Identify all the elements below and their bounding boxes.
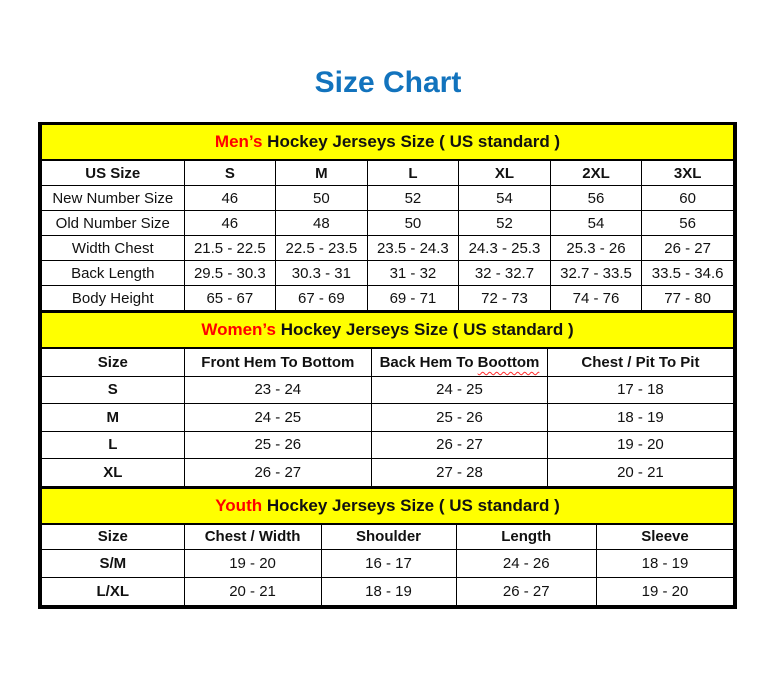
womens-value-cell: 26 - 27 <box>372 431 548 459</box>
misspelled-word: Boottom <box>477 353 540 371</box>
mens-title-accent: Men’s <box>214 132 263 151</box>
womens-data-row <box>42 404 734 432</box>
youth-section-band <box>42 488 734 524</box>
youth-row-label: S/M <box>42 549 185 577</box>
womens-row-label: S <box>42 376 185 404</box>
mens-data-row <box>42 211 734 236</box>
womens-data-row <box>42 459 734 487</box>
womens-column-header: Back Hem To Boottom <box>372 348 548 376</box>
youth-column-header: Size <box>42 524 185 550</box>
mens-value-cell: 56 <box>642 211 734 236</box>
mens-column-header: 3XL <box>642 160 734 186</box>
mens-column-header: 2XL <box>550 160 642 186</box>
youth-column-header: Length <box>456 524 596 550</box>
mens-value-cell: 52 <box>459 211 551 236</box>
mens-row-label: New Number Size <box>42 186 185 211</box>
mens-value-cell: 22.5 - 23.5 <box>276 236 368 261</box>
mens-size-table <box>41 125 734 311</box>
mens-value-cell: 46 <box>184 186 276 211</box>
womens-value-cell: 25 - 26 <box>184 431 372 459</box>
mens-title-rest: Hockey Jerseys Size ( US standard ) <box>262 132 561 151</box>
womens-column-header: Front Hem To Bottom <box>184 348 372 376</box>
mens-row-label: Old Number Size <box>42 211 185 236</box>
mens-value-cell: 60 <box>642 186 734 211</box>
mens-value-cell: 24.3 - 25.3 <box>459 236 551 261</box>
mens-value-cell: 31 - 32 <box>367 261 459 286</box>
mens-header-row <box>42 160 734 186</box>
youth-column-header: Chest / Width <box>184 524 321 550</box>
mens-data-row <box>42 286 734 311</box>
mens-value-cell: 72 - 73 <box>459 286 551 311</box>
mens-data-row <box>42 261 734 286</box>
womens-value-cell: 17 - 18 <box>547 376 733 404</box>
womens-column-header: Chest / Pit To Pit <box>547 348 733 376</box>
mens-value-cell: 56 <box>550 186 642 211</box>
youth-value-cell: 26 - 27 <box>456 577 596 605</box>
womens-value-cell: 27 - 28 <box>372 459 548 487</box>
mens-section-band <box>42 125 734 160</box>
mens-value-cell: 26 - 27 <box>642 236 734 261</box>
youth-value-cell: 20 - 21 <box>184 577 321 605</box>
womens-row-label: M <box>42 404 185 432</box>
mens-value-cell: 54 <box>550 211 642 236</box>
mens-value-cell: 48 <box>276 211 368 236</box>
page-title: Size Chart <box>314 66 462 99</box>
womens-title-rest: Hockey Jerseys Size ( US standard ) <box>275 320 574 339</box>
womens-value-cell: 24 - 25 <box>184 404 372 432</box>
youth-value-cell: 18 - 19 <box>321 577 456 605</box>
youth-value-cell: 18 - 19 <box>596 549 733 577</box>
mens-value-cell: 65 - 67 <box>184 286 276 311</box>
mens-value-cell: 54 <box>459 186 551 211</box>
womens-value-cell: 18 - 19 <box>547 404 733 432</box>
mens-value-cell: 29.5 - 30.3 <box>184 261 276 286</box>
mens-value-cell: 50 <box>367 211 459 236</box>
mens-value-cell: 25.3 - 26 <box>550 236 642 261</box>
mens-column-header: S <box>184 160 276 186</box>
youth-row-label: L/XL <box>42 577 185 605</box>
youth-value-cell: 24 - 26 <box>456 549 596 577</box>
mens-row-label: Width Chest <box>42 236 185 261</box>
womens-value-cell: 24 - 25 <box>372 376 548 404</box>
womens-column-header: Size <box>42 348 185 376</box>
mens-column-header: M <box>276 160 368 186</box>
womens-value-cell: 20 - 21 <box>547 459 733 487</box>
mens-value-cell: 74 - 76 <box>550 286 642 311</box>
mens-value-cell: 33.5 - 34.6 <box>642 261 734 286</box>
mens-value-cell: 52 <box>367 186 459 211</box>
mens-row-label: Body Height <box>42 286 185 311</box>
mens-section-title <box>42 125 734 160</box>
mens-value-cell: 69 - 71 <box>367 286 459 311</box>
youth-column-header: Shoulder <box>321 524 456 550</box>
mens-value-cell: 30.3 - 31 <box>276 261 368 286</box>
mens-value-cell: 46 <box>184 211 276 236</box>
womens-value-cell: 19 - 20 <box>547 431 733 459</box>
womens-value-cell: 26 - 27 <box>184 459 372 487</box>
youth-data-row <box>42 577 734 605</box>
womens-data-row <box>42 376 734 404</box>
mens-value-cell: 67 - 69 <box>276 286 368 311</box>
womens-size-table <box>41 311 734 487</box>
mens-value-cell: 23.5 - 24.3 <box>367 236 459 261</box>
womens-value-cell: 25 - 26 <box>372 404 548 432</box>
mens-data-row <box>42 186 734 211</box>
youth-data-row <box>42 549 734 577</box>
womens-section-title <box>42 312 734 348</box>
youth-column-header: Sleeve <box>596 524 733 550</box>
mens-value-cell: 21.5 - 22.5 <box>184 236 276 261</box>
womens-section-band <box>42 312 734 348</box>
youth-header-row <box>42 524 734 550</box>
youth-size-table <box>41 487 734 606</box>
womens-header-row <box>42 348 734 376</box>
youth-value-cell: 16 - 17 <box>321 549 456 577</box>
womens-row-label: L <box>42 431 185 459</box>
mens-row-label: Back Length <box>42 261 185 286</box>
youth-value-cell: 19 - 20 <box>596 577 733 605</box>
mens-column-header: US Size <box>42 160 185 186</box>
mens-value-cell: 32.7 - 33.5 <box>550 261 642 286</box>
mens-column-header: L <box>367 160 459 186</box>
mens-value-cell: 50 <box>276 186 368 211</box>
mens-data-row <box>42 236 734 261</box>
womens-row-label: XL <box>42 459 185 487</box>
youth-title-rest: Hockey Jerseys Size ( US standard ) <box>262 495 560 515</box>
mens-value-cell: 77 - 80 <box>642 286 734 311</box>
youth-title-accent: Youth <box>215 495 263 515</box>
youth-value-cell: 19 - 20 <box>184 549 321 577</box>
size-chart-tables <box>38 122 737 609</box>
womens-data-row <box>42 431 734 459</box>
womens-value-cell: 23 - 24 <box>184 376 372 404</box>
youth-section-title <box>42 488 734 524</box>
mens-value-cell: 32 - 32.7 <box>459 261 551 286</box>
mens-column-header: XL <box>459 160 551 186</box>
womens-title-accent: Women’s <box>201 320 276 339</box>
